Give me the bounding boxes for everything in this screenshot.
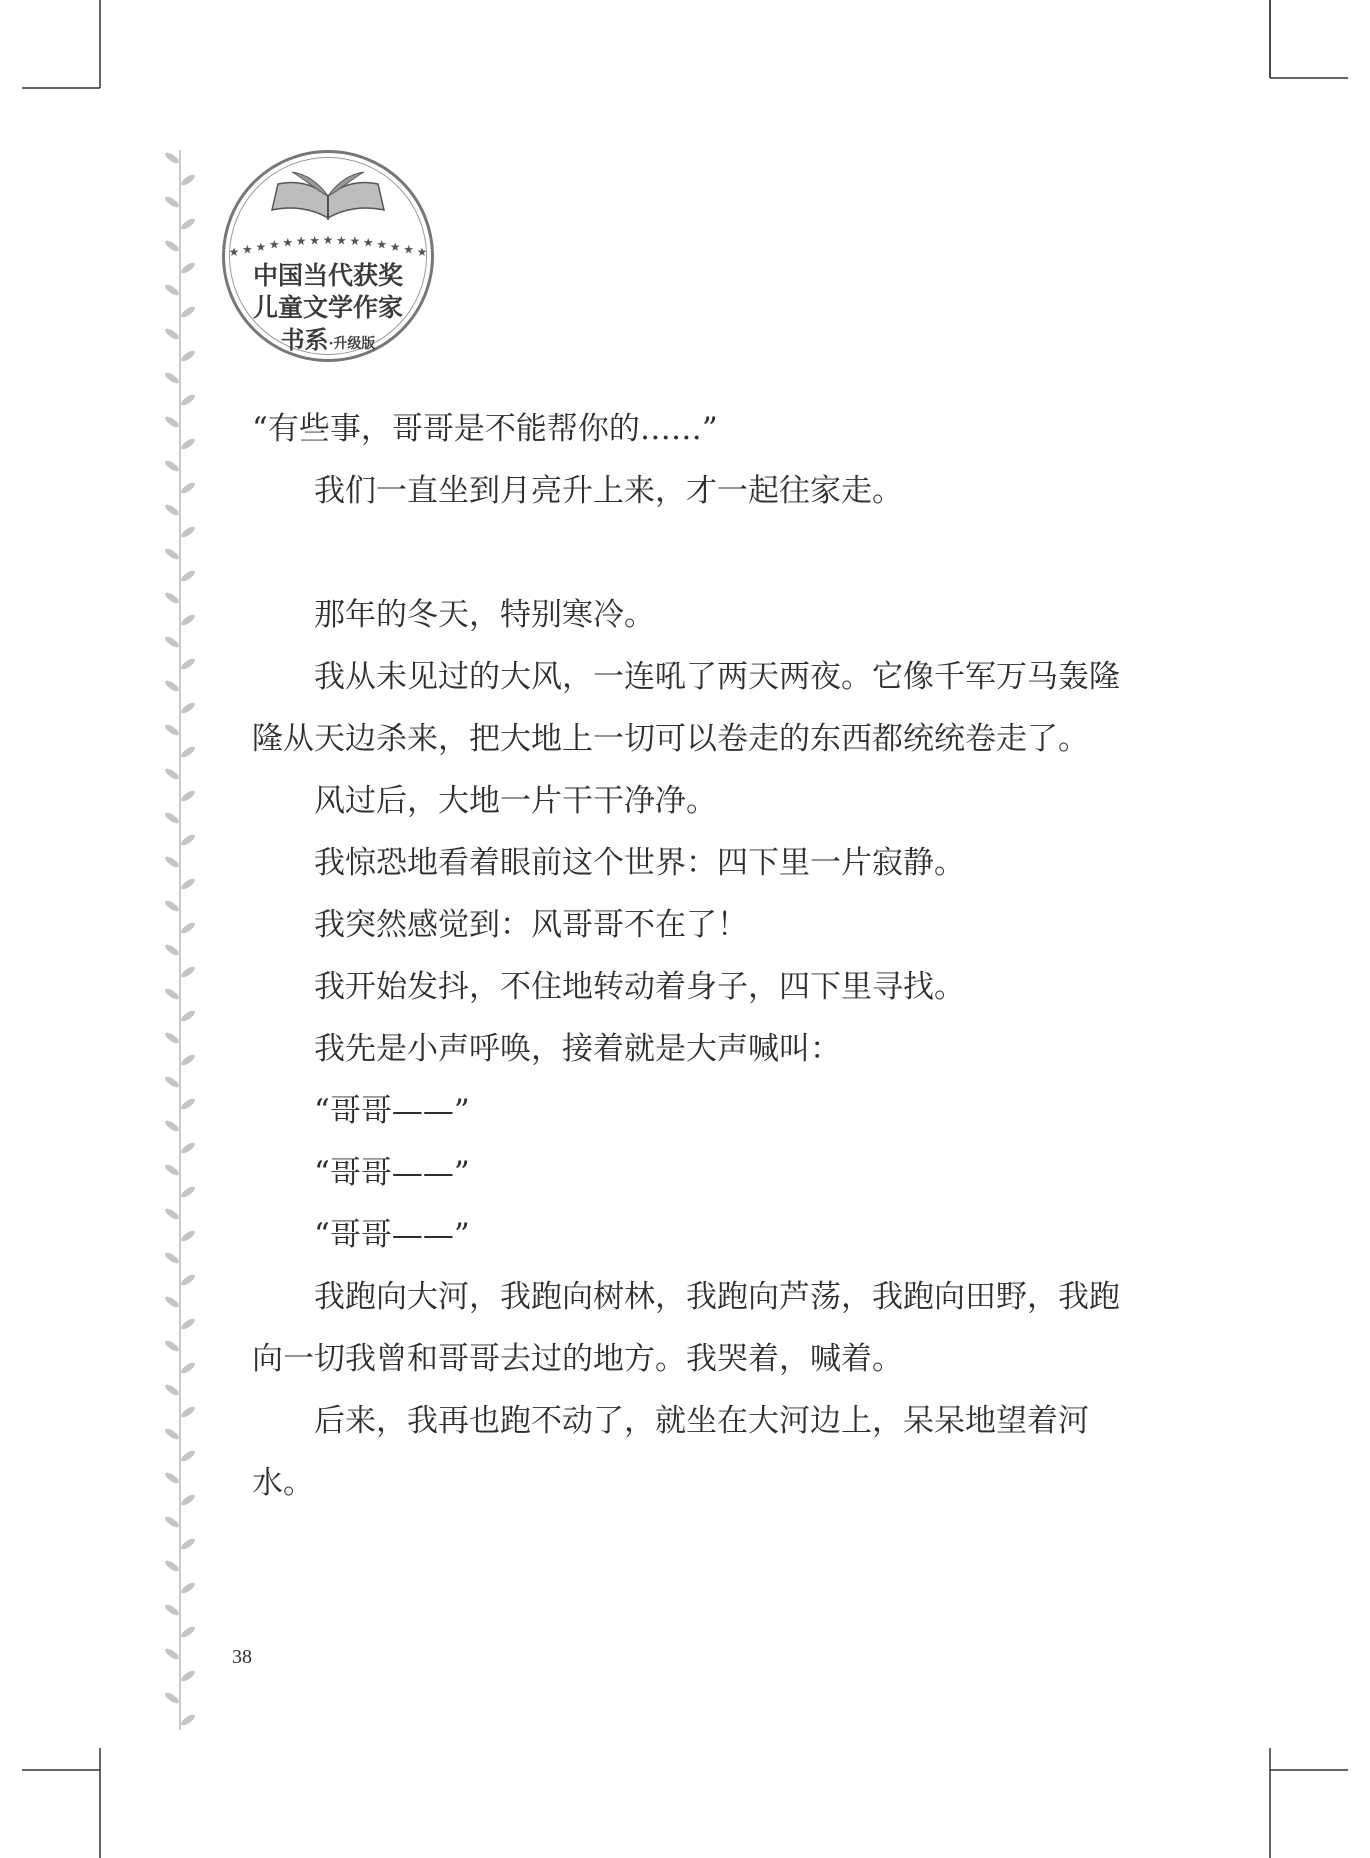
vine-leaf xyxy=(180,1669,197,1683)
vine-leaf xyxy=(180,217,197,231)
vine-leaf xyxy=(180,921,197,935)
emblem-series-label: 书系 xyxy=(280,325,329,354)
vine-leaf xyxy=(180,1361,197,1375)
star-icon: ★ xyxy=(295,234,307,249)
paragraph: “哥哥——” xyxy=(314,1155,470,1191)
vine-leaf xyxy=(180,1185,197,1199)
emblem-title-line-2: 儿童文学作家 xyxy=(252,293,403,322)
vine-leaf xyxy=(180,1273,197,1287)
vine-leaf xyxy=(180,349,197,363)
star-icon: ★ xyxy=(403,242,414,257)
vine-leaf xyxy=(180,833,197,847)
vine-leaf xyxy=(180,1009,197,1023)
paragraph: 我先是小声呼唤，接着就是大声喊叫： xyxy=(314,1031,841,1067)
vine-leaf xyxy=(164,503,181,517)
vine-leaf xyxy=(164,1163,181,1177)
vine-leaf xyxy=(180,1405,197,1419)
star-icon: ★ xyxy=(228,245,240,259)
vine-leaf xyxy=(164,1295,181,1309)
vine-leaf xyxy=(180,789,197,803)
emblem-title-line-1: 中国当代获奖 xyxy=(252,261,403,290)
paragraph: “有些事，哥哥是不能帮你的……” xyxy=(252,411,718,447)
star-icon: ★ xyxy=(362,235,374,250)
vine-leaf xyxy=(164,151,181,165)
vine-leaf xyxy=(164,239,181,253)
vine-leaf xyxy=(180,701,197,715)
vine-leaf xyxy=(180,613,197,627)
vine-leaf xyxy=(180,261,197,275)
vine-leaf xyxy=(164,1471,181,1485)
vine-leaf xyxy=(180,877,197,891)
vine-leaf xyxy=(164,371,181,385)
vine-leaf xyxy=(180,1317,197,1331)
vine-leaf xyxy=(164,591,181,605)
vine-leaf xyxy=(180,305,197,319)
paragraph: 我跑向大河，我跑向树林，我跑向芦荡，我跑向田野，我跑向一切我曾和哥哥去过的地方。我哭着，喊着。 xyxy=(252,1279,1120,1377)
star-icon: ★ xyxy=(376,237,388,252)
vine-leaf xyxy=(180,1581,197,1595)
vine-leaf xyxy=(164,283,181,297)
paragraph: 我开始发抖，不住地转动着身子，四下里寻找。 xyxy=(314,969,965,1005)
open-book-icon xyxy=(266,166,390,226)
vine-leaf xyxy=(164,1559,181,1573)
emblem-edition-label: ·升级版 xyxy=(328,336,376,352)
vine-leaf xyxy=(164,899,181,913)
vine-leaf xyxy=(164,1339,181,1353)
vine-leaf xyxy=(180,1141,197,1155)
star-icon: ★ xyxy=(282,235,294,250)
star-icon: ★ xyxy=(268,237,280,252)
vine-leaf xyxy=(164,635,181,649)
vine-leaf xyxy=(164,1031,181,1045)
star-icon: ★ xyxy=(255,239,267,254)
vine-leaf xyxy=(164,1251,181,1265)
paragraph: 我惊恐地看着眼前这个世界：四下里一片寂静。 xyxy=(314,845,965,881)
vine-leaf xyxy=(164,415,181,429)
vine-leaf xyxy=(164,547,181,561)
vine-leaf xyxy=(180,1449,197,1463)
vine-leaf xyxy=(180,525,197,539)
star-icon: ★ xyxy=(349,234,361,249)
vine-leaf xyxy=(164,1427,181,1441)
vine-leaf xyxy=(180,965,197,979)
series-emblem xyxy=(222,150,434,362)
star-icon: ★ xyxy=(309,233,320,248)
paragraph: 我突然感觉到：风哥哥不在了！ xyxy=(314,907,748,943)
vine-leaf xyxy=(164,1515,181,1529)
vine-border-decoration xyxy=(160,150,200,1730)
vine-leaf xyxy=(180,657,197,671)
vine-leaf xyxy=(164,1647,181,1661)
paragraph: “哥哥——” xyxy=(314,1217,470,1253)
star-icon: ★ xyxy=(336,233,347,248)
vine-leaf xyxy=(164,811,181,825)
crop-mark-top-right xyxy=(1260,0,1370,110)
vine-leaf xyxy=(180,1537,197,1551)
vine-leaf xyxy=(164,195,181,209)
vine-leaf xyxy=(180,1229,197,1243)
vine-leaf xyxy=(180,393,197,407)
paragraph: 我从未见过的大风，一连吼了两天两夜。它像千军万马轰隆隆从天边杀来，把大地上一切可以卷走的东西都统统卷走了。 xyxy=(252,659,1120,757)
star-icon: ★ xyxy=(389,239,401,254)
crop-mark-top-left xyxy=(0,0,110,110)
vine-leaf xyxy=(164,1075,181,1089)
page-number: 38 xyxy=(232,1646,252,1668)
star-icon: ★ xyxy=(242,242,253,257)
crop-mark-bottom-right xyxy=(1260,1748,1370,1858)
vine-leaf xyxy=(164,943,181,957)
vine-leaf xyxy=(180,1625,197,1639)
paragraph: 那年的冬天，特别寒冷。 xyxy=(314,597,655,633)
paragraph: 风过后，大地一片干干净净。 xyxy=(314,783,717,819)
star-icon: ★ xyxy=(322,233,334,247)
vine-leaf xyxy=(164,1119,181,1133)
vine-leaf xyxy=(180,569,197,583)
paragraph: 我们一直坐到月亮升上来，才一起往家走。 xyxy=(314,473,903,509)
paragraph: 后来，我再也跑不动了，就坐在大河边上，呆呆地望着河水。 xyxy=(252,1403,1089,1501)
vine-leaf xyxy=(164,987,181,1001)
vine-leaf xyxy=(180,437,197,451)
vine-leaf xyxy=(164,855,181,869)
vine-leaf xyxy=(180,1713,197,1727)
vine-leaf xyxy=(180,173,197,187)
paragraph: “哥哥——” xyxy=(314,1093,470,1129)
vine-leaf xyxy=(164,1207,181,1221)
vine-leaf xyxy=(164,1383,181,1397)
vine-leaf xyxy=(164,1603,181,1617)
vine-leaf xyxy=(164,459,181,473)
vine-leaf xyxy=(164,1691,181,1705)
vine-leaf xyxy=(164,327,181,341)
vine-leaf xyxy=(164,679,181,693)
crop-mark-bottom-left xyxy=(0,1748,110,1858)
vine-leaf xyxy=(180,1053,197,1067)
vine-leaf xyxy=(180,1493,197,1507)
vine-leaf xyxy=(180,481,197,495)
star-icon: ★ xyxy=(416,245,428,259)
emblem-title-line-3 xyxy=(222,320,434,355)
vine-leaf xyxy=(164,723,181,737)
vine-leaf xyxy=(164,767,181,781)
vine-leaf xyxy=(180,1097,197,1111)
vine-leaf xyxy=(180,745,197,759)
page-body-text xyxy=(252,398,1122,1514)
